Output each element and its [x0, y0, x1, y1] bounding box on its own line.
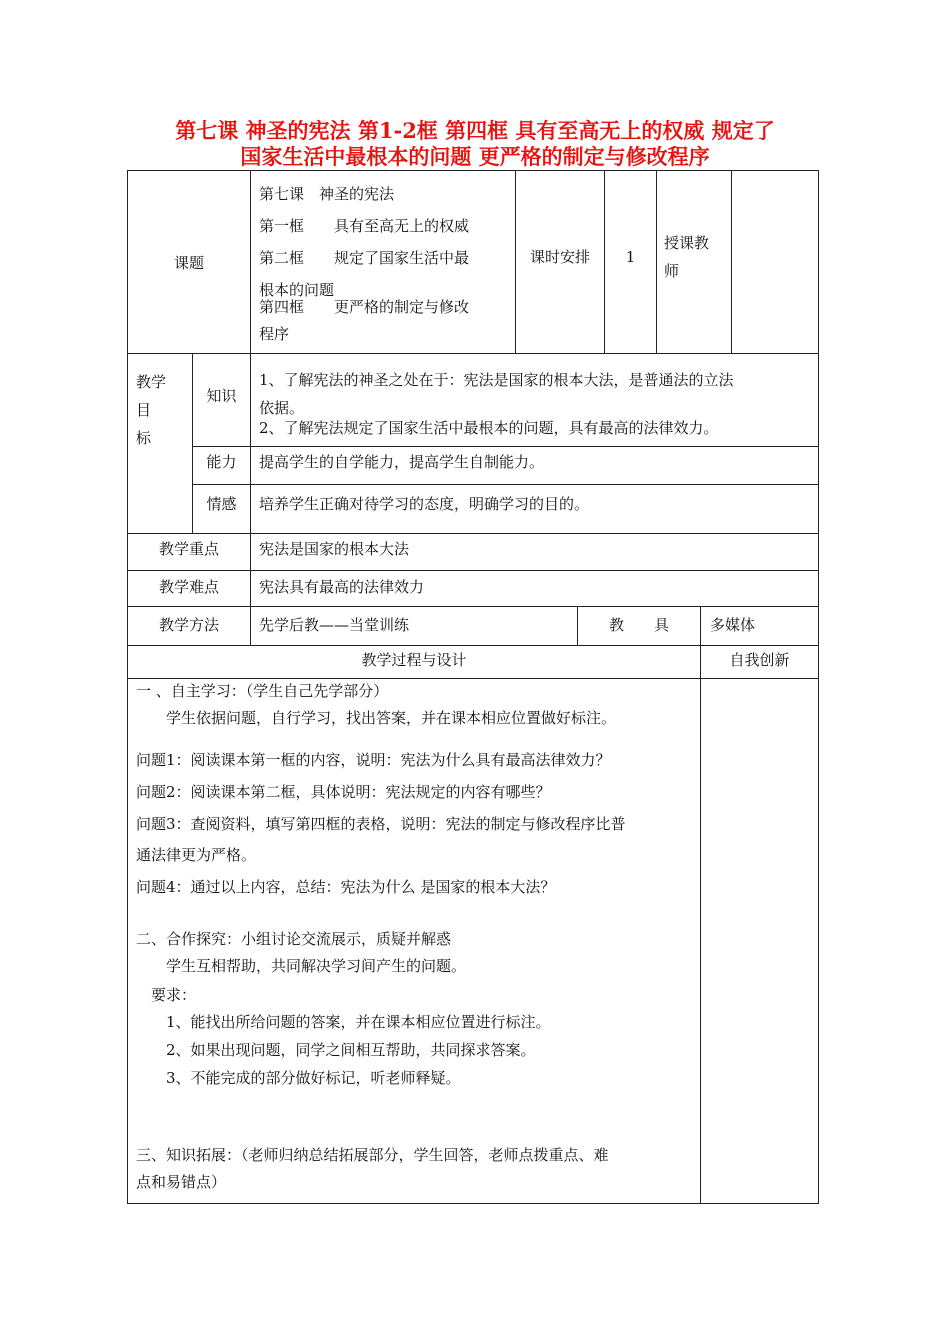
table-border-left [127, 170, 128, 1204]
ability-text: 提高学生的自学能力，提高学生自制能力。 [259, 453, 545, 471]
ability-label: 能力 [206, 453, 237, 471]
document-title [120, 118, 830, 170]
row-divider [127, 353, 819, 354]
table-border-top [127, 170, 819, 171]
row-divider [192, 446, 819, 447]
topic-line: 根本的问题 [259, 281, 335, 299]
focus-label: 教学重点 [158, 540, 219, 558]
col-divider [250, 170, 251, 645]
topic-label: 课题 [173, 254, 204, 272]
row-divider [127, 533, 819, 534]
objectives-label-line: 教学 [136, 373, 167, 391]
tool-value: 多媒体 [710, 616, 756, 634]
col-divider [700, 645, 701, 1204]
process-line: 要求： [136, 986, 197, 1004]
teacher-label-line: 授课教 [664, 234, 710, 252]
method-label: 教学方法 [158, 616, 219, 634]
process-line: 1、能找出所给问题的答案，并在课本相应位置进行标注。 [136, 1013, 551, 1031]
method-text: 先学后教——当堂训练 [259, 616, 410, 634]
process-line: 3、不能完成的部分做好标记，听老师释疑。 [136, 1069, 461, 1087]
knowledge-line: 依据。 [259, 399, 305, 417]
process-line: 通法律更为严格。 [136, 846, 257, 864]
knowledge-label: 知识 [206, 387, 237, 405]
topic-line: 第七课 神圣的宪法 [259, 185, 395, 203]
row-divider [127, 678, 819, 679]
col-divider [656, 170, 657, 354]
table-border-bottom [127, 1203, 819, 1204]
emotion-label: 情感 [206, 495, 237, 513]
objectives-label-line: 目 [136, 401, 152, 419]
title-line-2: 国家生活中最根本的问题 更严格的制定与修改程序 [240, 144, 710, 169]
row-divider [127, 606, 819, 607]
topic-line: 第一框 具有至高无上的权威 [259, 217, 470, 235]
process-header: 教学过程与设计 [361, 651, 467, 669]
knowledge-line: 2、了解宪法规定了国家生活中最根本的问题，具有最高的法律效力。 [259, 419, 719, 437]
difficulty-label: 教学难点 [158, 578, 219, 596]
row-divider [192, 484, 819, 485]
process-line: 问题3：查阅资料，填写第四框的表格，说明：宪法的制定与修改程序比普 [136, 815, 626, 833]
row-divider [127, 570, 819, 571]
focus-text: 宪法是国家的根本大法 [259, 540, 410, 558]
topic-line: 第四框 更严格的制定与修改 [259, 298, 470, 316]
col-divider [731, 170, 732, 354]
teacher-label-line: 师 [664, 262, 680, 280]
process-line: 三、知识拓展：（老师归纳总结拓展部分，学生回答，老师点拨重点、难 [136, 1146, 609, 1164]
process-line: 学生互相帮助，共同解决学习间产生的问题。 [136, 957, 467, 975]
process-line: 2、如果出现问题，同学之间相互帮助，共同探求答案。 [136, 1041, 536, 1059]
tool-label: 教 具 [608, 616, 669, 634]
row-divider [127, 645, 819, 646]
topic-line: 程序 [259, 325, 290, 343]
process-line: 点和易错点） [136, 1173, 227, 1191]
topic-line: 第二框 规定了国家生活中最 [259, 249, 470, 267]
process-line: 二、合作探究：小组讨论交流展示，质疑并解惑 [136, 930, 452, 948]
table-border-right [818, 170, 819, 1204]
process-line: 学生依据问题，自行学习，找出答案，并在课本相应位置做好标注。 [136, 709, 617, 727]
process-line: 问题2：阅读课本第二框，具体说明：宪法规定的内容有哪些？ [136, 783, 551, 801]
difficulty-text: 宪法具有最高的法律效力 [259, 578, 425, 596]
schedule-value: 1 [625, 248, 636, 266]
knowledge-line: 1、了解宪法的神圣之处在于：宪法是国家的根本大法，是普通法的立法 [259, 371, 734, 389]
emotion-text: 培养学生正确对待学习的态度，明确学习的目的。 [259, 495, 590, 513]
innovation-header: 自我创新 [729, 651, 790, 669]
col-divider [700, 606, 701, 646]
process-line: 问题1：阅读课本第一框的内容，说明：宪法为什么具有最高法律效力？ [136, 751, 611, 769]
objectives-label-line: 标 [136, 429, 152, 447]
process-line: 问题4：通过以上内容，总结：宪法为什么 是国家的根本大法？ [136, 878, 556, 896]
schedule-label: 课时安排 [529, 248, 590, 266]
title-line-1: 第七课 神圣的宪法 第1-2框 第四框 具有至高无上的权威 规定了 [175, 118, 775, 143]
process-line: 一 、自主学习：（学生自己先学部分） [136, 682, 389, 700]
